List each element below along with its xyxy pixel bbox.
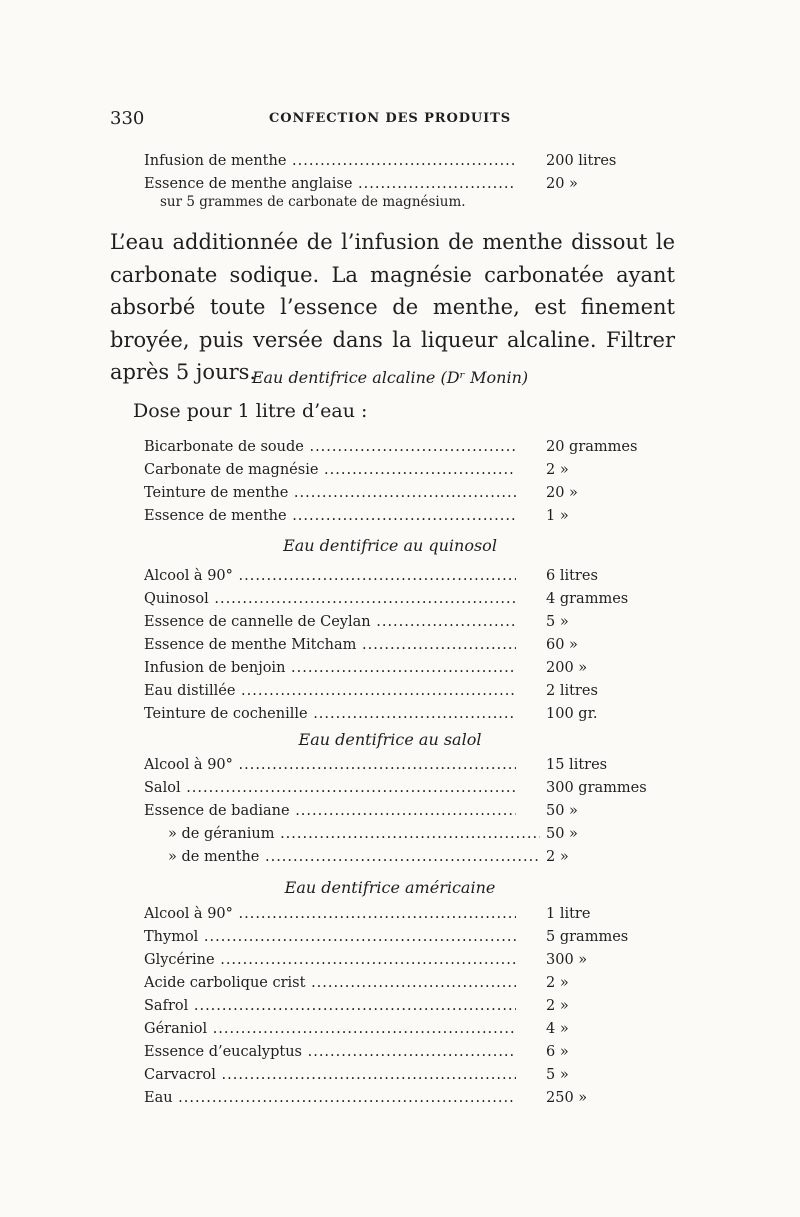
ingredient-name: » de menthe ..... bbox=[144, 846, 540, 869]
ingredient-row bbox=[144, 150, 644, 173]
ingredient-list bbox=[144, 754, 647, 869]
ingredient-row bbox=[144, 1087, 644, 1110]
ingredient-name: Infusion de menthe ..... bbox=[144, 150, 516, 173]
ingredient-row bbox=[144, 611, 644, 634]
ingredient-qty: 200 » bbox=[546, 660, 588, 676]
ingredient-name: Teinture de cochenille ..... bbox=[144, 703, 516, 726]
ingredient-name: Carbonate de magnésie ..... bbox=[144, 459, 516, 482]
ingredient-list bbox=[144, 565, 644, 726]
ingredient-qty: 6 » bbox=[546, 1044, 569, 1060]
ingredient-qty: 20 grammes bbox=[546, 439, 638, 455]
ingredient-qty: 60 » bbox=[546, 637, 578, 653]
ingredient-row bbox=[144, 588, 644, 611]
ingredient-row bbox=[144, 565, 644, 588]
ingredient-qty: 2 » bbox=[546, 849, 569, 865]
ingredient-row bbox=[144, 703, 644, 726]
ingredient-name: Infusion de benjoin ..... bbox=[144, 657, 516, 680]
ingredient-row bbox=[144, 1018, 644, 1041]
ingredient-qty: 50 » bbox=[546, 803, 578, 819]
ingredient-row bbox=[144, 903, 644, 926]
ingredient-list bbox=[144, 903, 644, 1110]
ingredient-qty: 2 » bbox=[546, 975, 569, 991]
body-paragraph: L’eau additionnée de l’infusion de menthe dissout le carbonate sodique. La magnésie carbonatée ayant absorbé toute l’essence de menthe, est finement broyée, puis versée dans la liqueur alcaline. Filtrer après 5 jours. bbox=[110, 230, 675, 384]
ingredient-name: Essence de menthe anglaise ..... bbox=[144, 173, 516, 196]
ingredient-qty: 2 litres bbox=[546, 683, 598, 699]
ingredient-name: Alcool à 90° ..... bbox=[144, 565, 516, 588]
ingredient-row bbox=[144, 657, 644, 680]
ingredient-qty: 250 » bbox=[546, 1090, 588, 1106]
ingredient-qty: 20 » bbox=[546, 176, 578, 192]
ingredient-name: Thymol ..... bbox=[144, 926, 516, 949]
ingredient-row bbox=[144, 800, 644, 823]
ingredient-name: Eau ..... bbox=[144, 1087, 516, 1110]
section-title: Eau dentifrice américaine bbox=[284, 878, 496, 897]
ingredient-name: Géraniol ..... bbox=[144, 1018, 516, 1041]
ingredient-qty: 6 litres bbox=[546, 568, 598, 584]
ingredient-name: Salol ..... bbox=[144, 777, 516, 800]
ingredient-row bbox=[144, 634, 644, 657]
ingredient-name: Essence de cannelle de Ceylan ..... bbox=[144, 611, 516, 634]
ingredient-row bbox=[144, 949, 644, 972]
ingredient-qty: 15 litres bbox=[546, 757, 608, 773]
ingredient-qty: 20 » bbox=[546, 485, 578, 501]
ingredient-row bbox=[144, 459, 644, 482]
ingredient-qty: 200 litres bbox=[546, 153, 617, 169]
ingredient-row bbox=[144, 680, 644, 703]
ingredient-qty: 5 » bbox=[546, 1067, 569, 1083]
ingredient-name: Alcool à 90° ..... bbox=[144, 754, 516, 777]
ingredient-qty: 100 gr. bbox=[546, 706, 598, 722]
ingredient-qty: 2 » bbox=[546, 998, 569, 1014]
ingredient-qty: 1 » bbox=[546, 508, 569, 524]
ingredient-name: Teinture de menthe ..... bbox=[144, 482, 516, 505]
top-ingredient-list bbox=[144, 150, 644, 196]
ingredient-qty: 300 grammes bbox=[546, 780, 647, 796]
ingredient-qty: 5 grammes bbox=[546, 929, 629, 945]
ingredient-row bbox=[144, 754, 644, 777]
ingredient-name: Bicarbonate de soude ..... bbox=[144, 436, 516, 459]
ingredient-name: Alcool à 90° ..... bbox=[144, 903, 516, 926]
ingredient-name: Carvacrol ..... bbox=[144, 1064, 516, 1087]
ingredient-qty: 4 » bbox=[546, 1021, 569, 1037]
dose-line: Dose pour 1 litre d’eau : bbox=[133, 400, 368, 422]
ingredient-name: Acide carbolique crist ..... bbox=[144, 972, 516, 995]
ingredient-row bbox=[144, 505, 644, 528]
section-title: Eau dentifrice au salol bbox=[298, 730, 482, 749]
ingredient-name: Essence de badiane ..... bbox=[144, 800, 516, 823]
ingredient-row bbox=[144, 482, 644, 505]
ingredient-qty: 50 » bbox=[546, 826, 578, 842]
ingredient-name: Safrol ..... bbox=[144, 995, 516, 1018]
ingredient-qty: 300 » bbox=[546, 952, 588, 968]
ingredient-name: Quinosol ..... bbox=[144, 588, 516, 611]
ingredient-row bbox=[144, 972, 644, 995]
ingredient-name: Essence de menthe ..... bbox=[144, 505, 516, 528]
ingredient-qty: 2 » bbox=[546, 462, 569, 478]
ingredient-qty: 5 » bbox=[546, 614, 569, 630]
page-header bbox=[110, 108, 670, 130]
ingredient-row bbox=[144, 436, 644, 459]
ingredient-name: » de géranium ..... bbox=[144, 823, 540, 846]
section-title: Eau dentifrice au quinosol bbox=[283, 536, 497, 555]
ingredient-qty: 4 grammes bbox=[546, 591, 629, 607]
section-title: Eau dentifrice alcaline (Dʳ Monin) bbox=[251, 368, 529, 387]
ingredient-row bbox=[144, 1041, 644, 1064]
ingredient-name: Eau distillée ..... bbox=[144, 680, 516, 703]
list-note: sur 5 grammes de carbonate de magnésium. bbox=[160, 194, 466, 210]
page-number: 330 bbox=[110, 108, 145, 129]
ingredient-row bbox=[144, 926, 644, 949]
ingredient-row bbox=[144, 995, 644, 1018]
ingredient-name: Essence d’eucalyptus ..... bbox=[144, 1041, 516, 1064]
ingredient-name: Glycérine ..... bbox=[144, 949, 516, 972]
ingredient-row bbox=[144, 846, 644, 869]
ingredient-row bbox=[144, 1064, 644, 1087]
ingredient-row bbox=[144, 823, 644, 846]
ingredient-qty: 1 litre bbox=[546, 906, 591, 922]
running-title: CONFECTION DES PRODUITS bbox=[269, 111, 511, 126]
ingredient-row bbox=[144, 173, 644, 196]
ingredient-list bbox=[144, 436, 644, 528]
ingredient-name: Essence de menthe Mitcham ..... bbox=[144, 634, 516, 657]
ingredient-row bbox=[144, 777, 647, 800]
